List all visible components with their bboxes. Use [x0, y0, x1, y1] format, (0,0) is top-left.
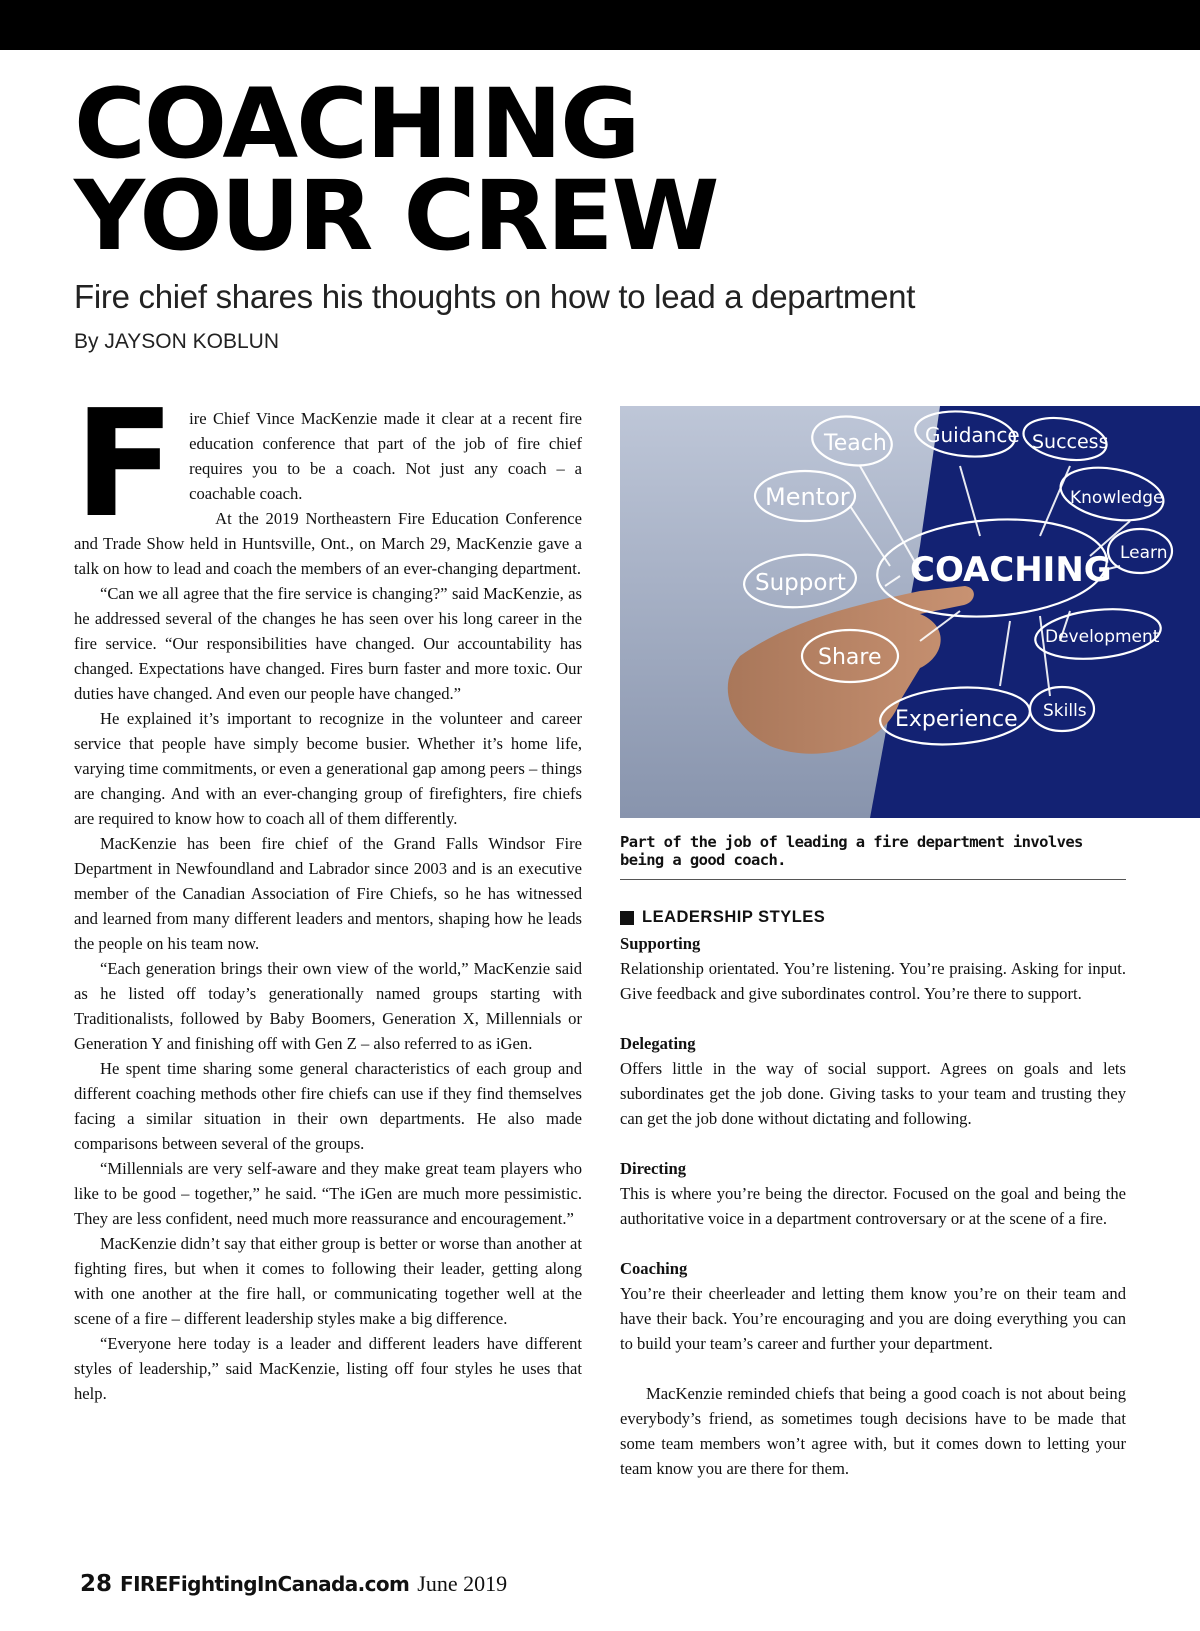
closing-paragraph: MacKenzie reminded chiefs that being a good coach is not about being everybody’s friend, as sometimes tough decisions have to be made that some team members won’t agree with, but it comes down to letting your team know you are there for them. [620, 1384, 1126, 1478]
style-name: Delegating [620, 1034, 696, 1053]
issue-date: June 2019 [417, 1571, 508, 1596]
headline-line-2: YOUR CREW [74, 160, 718, 272]
style-description: This is where you’re being the director. Focused on the goal and being the authoritative voice in a department controversary or at the scene of a fire. [620, 1184, 1126, 1228]
leadership-style-directing [620, 1156, 1126, 1231]
coaching-mindmap-illustration [620, 406, 1200, 818]
word-support: Support [755, 570, 846, 596]
word-success: Success [1032, 431, 1109, 453]
article-paragraph: He spent time sharing some general characteristics of each group and different coaching methods other fire chiefs can use if they find themselves facing a similar situation in their own departments. He also made comparisons between several of the groups. [74, 1059, 582, 1153]
first-paragraph-text: ire Chief Vince MacKenzie made it clear at a recent fire education conference that part of the job of fire chief requires you to be a coach. Not just any coach – a coachable coach. [189, 409, 582, 503]
word-teach: Teach [824, 431, 887, 456]
page-number: 28 [80, 1571, 113, 1597]
style-description: Offers little in the way of social support. Agrees on goals and lets subordinates get the job done. Giving tasks to your team and trusting they can get the job done without dictating and following. [620, 1059, 1126, 1128]
byline: By JAYSON KOBLUN [74, 330, 279, 353]
coaching-photo [620, 406, 1200, 818]
headline [74, 68, 718, 272]
style-description: Relationship orientated. You’re listening. You’re praising. Asking for input. Give feedback and give subordinates control. You’re there to support. [620, 959, 1126, 1003]
style-name: Directing [620, 1159, 687, 1178]
website-name: FIREFightingInCanada.com [120, 1572, 410, 1596]
word-share: Share [818, 645, 882, 670]
section-title-text: LEADERSHIP STYLES [642, 908, 826, 926]
article-paragraph: “Everyone here today is a leader and different leaders have different styles of leadership,” said MacKenzie, listing off four styles he uses that help. [74, 1334, 582, 1403]
page-footer [80, 1571, 507, 1597]
word-knowledge: Knowledge [1070, 488, 1164, 508]
word-guidance: Guidance [925, 423, 1020, 447]
word-coaching: COACHING [910, 550, 1112, 590]
leadership-style-delegating [620, 1031, 1126, 1131]
leadership-style-coaching [620, 1256, 1126, 1356]
leadership-style-supporting [620, 931, 1126, 1006]
article-body [74, 378, 582, 1406]
style-name: Supporting [620, 934, 701, 953]
style-description: You’re their cheerleader and letting them know you’re on their team and have their back. You’re encouraging and you are doing everything you can to build your team’s career and further your department. [620, 1284, 1126, 1353]
word-learn: Learn [1120, 543, 1168, 563]
article-paragraph: “Can we all agree that the fire service is changing?” said MacKenzie, as he addressed several of the changes he has seen over his long career in the fire service. “Our responsibilities have changed. Our accountability has changed. Expectations have changed. Fires burn faster and more toxic. Our duties have changed. And even our people have changed.” [74, 584, 582, 703]
article-paragraph: At the 2019 Northeastern Fire Education Conference and Trade Show held in Huntsville, Ont., on March 29, MacKenzie gave a talk on how to lead and coach the members of an ever-changing department. [74, 509, 582, 578]
subheadline: Fire chief shares his thoughts on how to lead a department [74, 278, 916, 315]
photo-caption: Part of the job of leading a fire department involves being a good coach. [620, 833, 1126, 880]
article-paragraph: “Each generation brings their own view of the world,” MacKenzie said as he listed off today’s generationally named groups starting with Traditionalists, followed by Baby Boomers, Generation X, Millennials or Generation Y and finishing off with Gen Z – also referred to as iGen. [74, 959, 582, 1053]
article-paragraph: MacKenzie has been fire chief of the Grand Falls Windsor Fire Department in Newfoundland and Labrador since 2003 and is an executive member of the Canadian Association of Fire Chiefs, so he has witnessed and learned from many different leaders and mentors, shaping how he leads the people on his team now. [74, 834, 582, 953]
article-paragraph: “Millennials are very self-aware and they make great team players who like to be good – together,” he said. “The iGen are much more pessimistic. They are less confident, need much more reassurance and encouragement.” [74, 1159, 582, 1228]
section-heading [620, 905, 1126, 930]
drop-cap: F [74, 378, 176, 550]
style-name: Coaching [620, 1259, 688, 1278]
headline-line-1: COACHING [74, 68, 639, 180]
square-bullet-icon [620, 911, 634, 925]
word-experience: Experience [895, 707, 1018, 732]
word-skills: Skills [1043, 701, 1087, 721]
article-paragraph: MacKenzie didn’t say that either group is better or worse than another at fighting fires, but when it comes to following their leader, getting along with one another at the fire hall, or communicating together well at the scene of a fire – different leadership styles make a big difference. [74, 1234, 582, 1328]
sidebar-leadership-styles [620, 905, 1126, 1481]
top-black-bar [0, 0, 1200, 50]
word-development: Development [1045, 627, 1160, 647]
word-mentor: Mentor [765, 483, 850, 511]
article-paragraph: He explained it’s important to recognize in the volunteer and career service that people have simply become busier. Whether it’s home life, varying time commitments, or even a generational gap among peers – things are changing. And with an ever-changing group of firefighters, fire chiefs are required to know how to coach all of them differently. [74, 709, 582, 828]
